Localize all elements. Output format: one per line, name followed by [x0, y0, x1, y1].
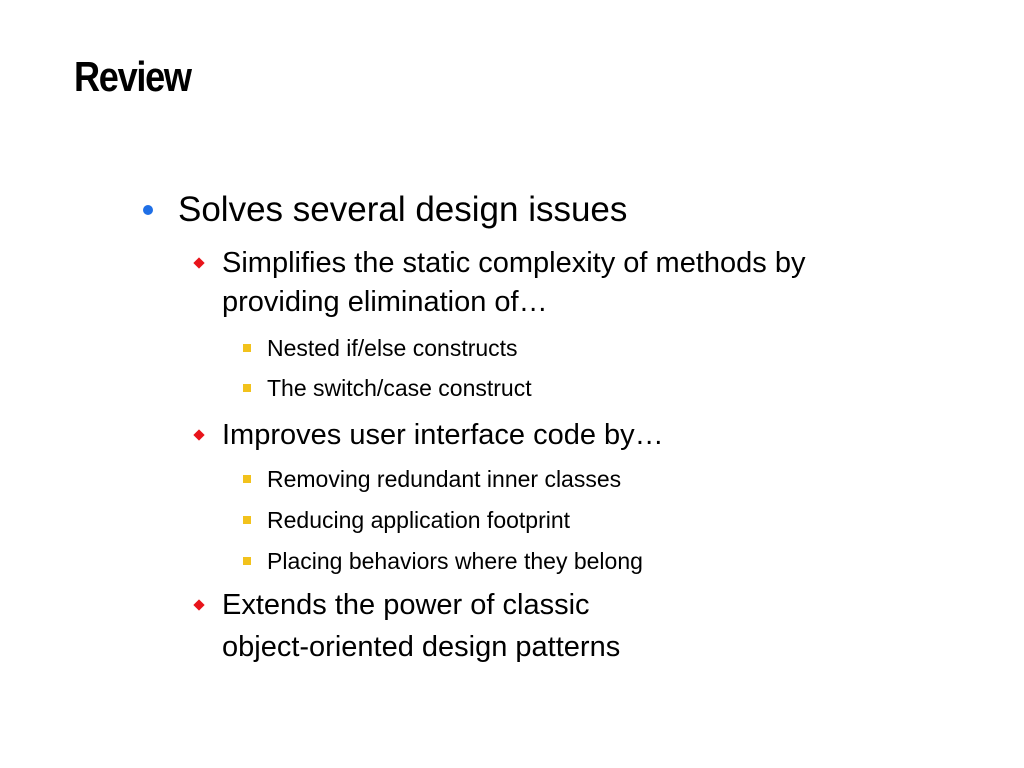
- bullet-nested-if-else: Nested if/else constructs: [267, 335, 518, 361]
- bullet-dot-icon: [143, 205, 153, 215]
- bullet-improves-ui-code: Improves user interface code by…: [222, 419, 664, 451]
- bullet-square-icon: [243, 557, 251, 565]
- bullet-square-icon: [243, 516, 251, 524]
- bullet-diamond-icon: [193, 257, 204, 268]
- bullet-solves-design-issues: Solves several design issues: [178, 190, 628, 229]
- bullet-simplifies-line2: providing elimination of…: [222, 286, 548, 318]
- bullet-removing-inner-classes: Removing redundant inner classes: [267, 466, 622, 492]
- bullet-diamond-icon: [193, 429, 204, 440]
- bullet-reducing-footprint: Reducing application footprint: [267, 507, 571, 533]
- bullet-placing-behaviors: Placing behaviors where they belong: [267, 548, 643, 574]
- bullet-extends-line1: Extends the power of classic: [222, 589, 590, 621]
- bullet-simplifies-line1: Simplifies the static complexity of methods by: [222, 247, 806, 279]
- bullet-diamond-icon: [193, 599, 204, 610]
- bullet-square-icon: [243, 475, 251, 483]
- bullet-square-icon: [243, 384, 251, 392]
- bullet-switch-case: The switch/case construct: [267, 375, 532, 401]
- slide-title: Review: [74, 53, 191, 100]
- bullet-square-icon: [243, 344, 251, 352]
- bullet-extends-line2: object-oriented design patterns: [222, 631, 621, 663]
